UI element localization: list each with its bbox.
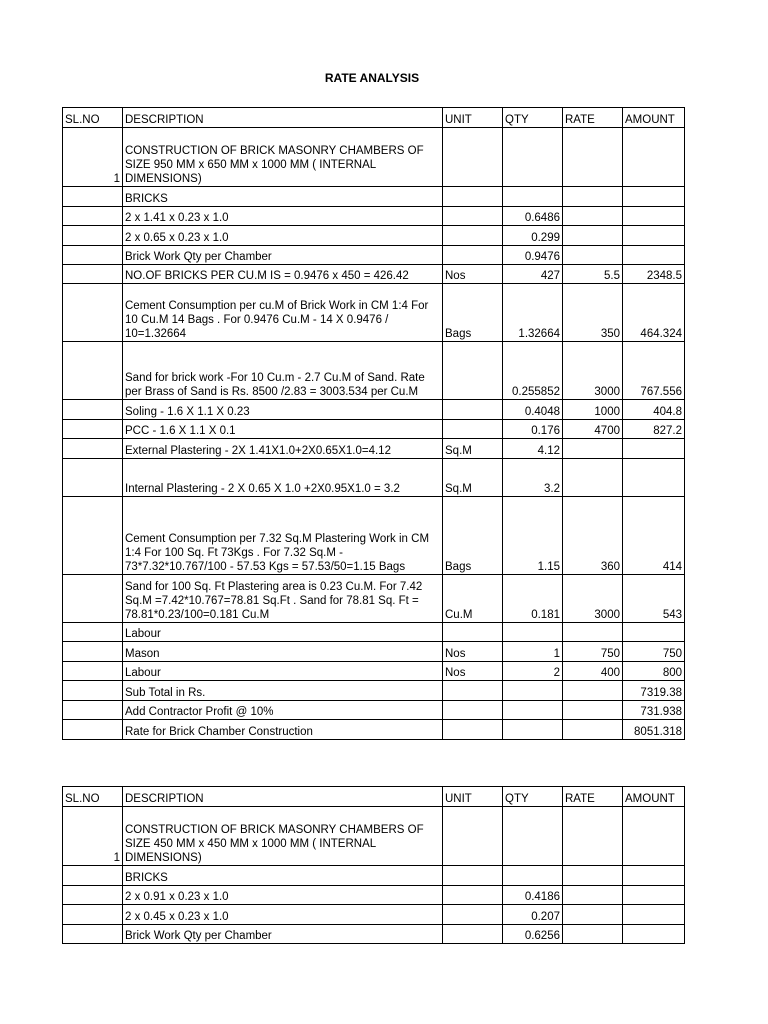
qty-cell: [503, 623, 563, 642]
rate-cell: [563, 226, 623, 246]
qty-cell: 0.181: [503, 575, 563, 623]
rate-cell: [563, 720, 623, 740]
slno-cell: [63, 681, 123, 701]
table-row: [63, 866, 685, 886]
description-cell: Internal Plastering - 2 X 0.65 X 1.0 +2X0.95X1.0 = 3.2: [123, 459, 443, 497]
amount-cell: 750: [623, 642, 685, 662]
slno-cell: [63, 701, 123, 720]
amount-cell: 767.556: [623, 342, 685, 400]
description-cell: 2 x 1.41 x 0.23 x 1.0: [123, 207, 443, 226]
slno-cell: [63, 400, 123, 420]
qty-cell: [503, 807, 563, 866]
qty-cell: 2: [503, 662, 563, 681]
qty-cell: [503, 701, 563, 720]
rate-cell: [563, 128, 623, 187]
slno-cell: [63, 497, 123, 575]
unit-cell: Bags: [443, 497, 503, 575]
slno-cell: [63, 662, 123, 681]
rate-analysis-table-2: [62, 786, 685, 944]
slno-cell: [63, 226, 123, 246]
header-amount: AMOUNT: [623, 108, 685, 128]
header-unit: UNIT: [443, 108, 503, 128]
rate-cell: 4700: [563, 420, 623, 439]
description-cell: External Plastering - 2X 1.41X1.0+2X0.65X1.0=4.12: [123, 439, 443, 459]
table-row: [63, 420, 685, 439]
unit-cell: [443, 623, 503, 642]
unit-cell: [443, 905, 503, 925]
rate-cell: [563, 459, 623, 497]
amount-cell: [623, 623, 685, 642]
header-amount: AMOUNT: [623, 787, 685, 807]
rate-cell: [563, 701, 623, 720]
amount-cell: [623, 246, 685, 265]
qty-cell: 0.299: [503, 226, 563, 246]
amount-cell: 543: [623, 575, 685, 623]
slno-cell: [63, 642, 123, 662]
unit-cell: [443, 207, 503, 226]
unit-cell: Nos: [443, 662, 503, 681]
amount-cell: 8051.318: [623, 720, 685, 740]
amount-cell: [623, 886, 685, 905]
header-description: DESCRIPTION: [123, 108, 443, 128]
qty-cell: 4.12: [503, 439, 563, 459]
description-cell: 2 x 0.65 x 0.23 x 1.0: [123, 226, 443, 246]
amount-cell: 404.8: [623, 400, 685, 420]
rate-analysis-table-1: [62, 107, 685, 740]
table-row: [63, 681, 685, 701]
slno-cell: [63, 284, 123, 342]
rate-cell: [563, 439, 623, 459]
description-cell: CONSTRUCTION OF BRICK MASONRY CHAMBERS OF SIZE 450 MM x 450 MM x 1000 MM ( INTERNAL DIMENSIONS): [123, 807, 443, 866]
qty-cell: 1.15: [503, 497, 563, 575]
description-cell: Brick Work Qty per Chamber: [123, 246, 443, 265]
table-row: [63, 265, 685, 284]
table-row: [63, 720, 685, 740]
unit-cell: [443, 420, 503, 439]
amount-cell: [623, 905, 685, 925]
description-cell: Cement Consumption per cu.M of Brick Work in CM 1:4 For 10 Cu.M 14 Bags . For 0.9476 Cu.M - 14 X 0.9476 / 10=1.32664: [123, 284, 443, 342]
table-row: [63, 575, 685, 623]
slno-cell: [63, 207, 123, 226]
description-cell: Add Contractor Profit @ 10%: [123, 701, 443, 720]
amount-cell: [623, 807, 685, 866]
header-qty: QTY: [503, 787, 563, 807]
unit-cell: Bags: [443, 284, 503, 342]
amount-cell: [623, 925, 685, 944]
table-row: [63, 662, 685, 681]
qty-cell: 0.4186: [503, 886, 563, 905]
unit-cell: Cu.M: [443, 575, 503, 623]
qty-cell: 1: [503, 642, 563, 662]
description-cell: PCC - 1.6 X 1.1 X 0.1: [123, 420, 443, 439]
qty-cell: 0.207: [503, 905, 563, 925]
table-row: [63, 925, 685, 944]
slno-cell: [63, 886, 123, 905]
header-rate: RATE: [563, 787, 623, 807]
unit-cell: Nos: [443, 642, 503, 662]
qty-cell: [503, 128, 563, 187]
table-row: [63, 207, 685, 226]
unit-cell: [443, 128, 503, 187]
amount-cell: [623, 459, 685, 497]
unit-cell: [443, 720, 503, 740]
slno-cell: 1: [63, 128, 123, 187]
amount-cell: 827.2: [623, 420, 685, 439]
unit-cell: [443, 807, 503, 866]
slno-cell: [63, 342, 123, 400]
description-cell: NO.OF BRICKS PER CU.M IS = 0.9476 x 450 = 426.42: [123, 265, 443, 284]
amount-cell: [623, 866, 685, 886]
qty-cell: 3.2: [503, 459, 563, 497]
qty-cell: [503, 866, 563, 886]
header-qty: QTY: [503, 108, 563, 128]
slno-cell: [63, 187, 123, 207]
rate-cell: [563, 246, 623, 265]
amount-cell: 731.938: [623, 701, 685, 720]
table-row: [63, 226, 685, 246]
qty-cell: 0.9476: [503, 246, 563, 265]
qty-cell: 0.6486: [503, 207, 563, 226]
description-cell: Sand for 100 Sq. Ft Plastering area is 0.23 Cu.M. For 7.42 Sq.M =7.42*10.767=78.81 Sq.Ft . Sand for 78.81 Sq. Ft = 78.81*0.23/100=0.181 Cu.M: [123, 575, 443, 623]
slno-cell: [63, 420, 123, 439]
unit-cell: [443, 866, 503, 886]
qty-cell: [503, 720, 563, 740]
description-cell: Labour: [123, 623, 443, 642]
qty-cell: 0.6256: [503, 925, 563, 944]
page-title: RATE ANALYSIS: [324, 71, 420, 85]
header-slno: SL.NO: [63, 787, 123, 807]
amount-cell: [623, 439, 685, 459]
description-cell: Labour: [123, 662, 443, 681]
slno-cell: [63, 623, 123, 642]
table-row: [63, 623, 685, 642]
unit-cell: [443, 226, 503, 246]
description-cell: CONSTRUCTION OF BRICK MASONRY CHAMBERS OF SIZE 950 MM x 650 MM x 1000 MM ( INTERNAL DIMENSIONS): [123, 128, 443, 187]
description-cell: Sub Total in Rs.: [123, 681, 443, 701]
amount-cell: 464.324: [623, 284, 685, 342]
table-row: [63, 642, 685, 662]
slno-cell: [63, 265, 123, 284]
rate-cell: [563, 905, 623, 925]
description-cell: Sand for brick work -For 10 Cu.m - 2.7 Cu.M of Sand. Rate per Brass of Sand is Rs. 8500 /2.83 = 3003.534 per Cu.M: [123, 342, 443, 400]
description-cell: Rate for Brick Chamber Construction: [123, 720, 443, 740]
rate-cell: [563, 807, 623, 866]
table-row: [63, 905, 685, 925]
description-cell: BRICKS: [123, 187, 443, 207]
table-2-body: [63, 787, 685, 944]
amount-cell: 800: [623, 662, 685, 681]
table-row: [63, 187, 685, 207]
table-row: [63, 439, 685, 459]
qty-cell: [503, 681, 563, 701]
table-row: [63, 284, 685, 342]
rate-cell: [563, 187, 623, 207]
table-row: [63, 128, 685, 187]
slno-cell: [63, 866, 123, 886]
table-row: [63, 886, 685, 905]
unit-cell: [443, 400, 503, 420]
unit-cell: [443, 701, 503, 720]
qty-cell: 0.255852: [503, 342, 563, 400]
header-slno: SL.NO: [63, 108, 123, 128]
rate-cell: [563, 623, 623, 642]
slno-cell: [63, 246, 123, 265]
rate-cell: 350: [563, 284, 623, 342]
unit-cell: [443, 925, 503, 944]
header-row: [63, 108, 685, 128]
description-cell: Brick Work Qty per Chamber: [123, 925, 443, 944]
qty-cell: [503, 187, 563, 207]
description-cell: Cement Consumption per 7.32 Sq.M Plastering Work in CM 1:4 For 100 Sq. Ft 73Kgs . For 7.32 Sq.M - 73*7.32*10.767/100 - 57.53 Kgs = 57.53/50=1.15 Bags: [123, 497, 443, 575]
rate-cell: 3000: [563, 575, 623, 623]
header-row: [63, 787, 685, 807]
amount-cell: [623, 128, 685, 187]
table-row: [63, 497, 685, 575]
header-rate: RATE: [563, 108, 623, 128]
rate-cell: [563, 925, 623, 944]
amount-cell: 7319.38: [623, 681, 685, 701]
header-unit: UNIT: [443, 787, 503, 807]
description-cell: 2 x 0.45 x 0.23 x 1.0: [123, 905, 443, 925]
rate-cell: [563, 866, 623, 886]
rate-cell: [563, 681, 623, 701]
qty-cell: 0.176: [503, 420, 563, 439]
table-1-body: [63, 108, 685, 740]
table-row: [63, 701, 685, 720]
table-row: [63, 400, 685, 420]
rate-cell: 400: [563, 662, 623, 681]
unit-cell: Sq.M: [443, 459, 503, 497]
rate-cell: 360: [563, 497, 623, 575]
unit-cell: [443, 187, 503, 207]
unit-cell: Sq.M: [443, 439, 503, 459]
rate-cell: 5.5: [563, 265, 623, 284]
slno-cell: [63, 575, 123, 623]
amount-cell: [623, 187, 685, 207]
slno-cell: [63, 720, 123, 740]
qty-cell: 0.4048: [503, 400, 563, 420]
description-cell: 2 x 0.91 x 0.23 x 1.0: [123, 886, 443, 905]
table-row: [63, 342, 685, 400]
amount-cell: [623, 226, 685, 246]
slno-cell: [63, 925, 123, 944]
qty-cell: 427: [503, 265, 563, 284]
table-row: [63, 246, 685, 265]
unit-cell: Nos: [443, 265, 503, 284]
unit-cell: [443, 342, 503, 400]
slno-cell: [63, 459, 123, 497]
amount-cell: 2348.5: [623, 265, 685, 284]
amount-cell: 414: [623, 497, 685, 575]
unit-cell: [443, 246, 503, 265]
rate-cell: 3000: [563, 342, 623, 400]
rate-cell: 750: [563, 642, 623, 662]
slno-cell: 1: [63, 807, 123, 866]
header-description: DESCRIPTION: [123, 787, 443, 807]
description-cell: BRICKS: [123, 866, 443, 886]
rate-cell: 1000: [563, 400, 623, 420]
rate-cell: [563, 886, 623, 905]
unit-cell: [443, 886, 503, 905]
amount-cell: [623, 207, 685, 226]
rate-cell: [563, 207, 623, 226]
slno-cell: [63, 905, 123, 925]
description-cell: Soling - 1.6 X 1.1 X 0.23: [123, 400, 443, 420]
qty-cell: 1.32664: [503, 284, 563, 342]
unit-cell: [443, 681, 503, 701]
table-row: [63, 807, 685, 866]
description-cell: Mason: [123, 642, 443, 662]
table-row: [63, 459, 685, 497]
slno-cell: [63, 439, 123, 459]
